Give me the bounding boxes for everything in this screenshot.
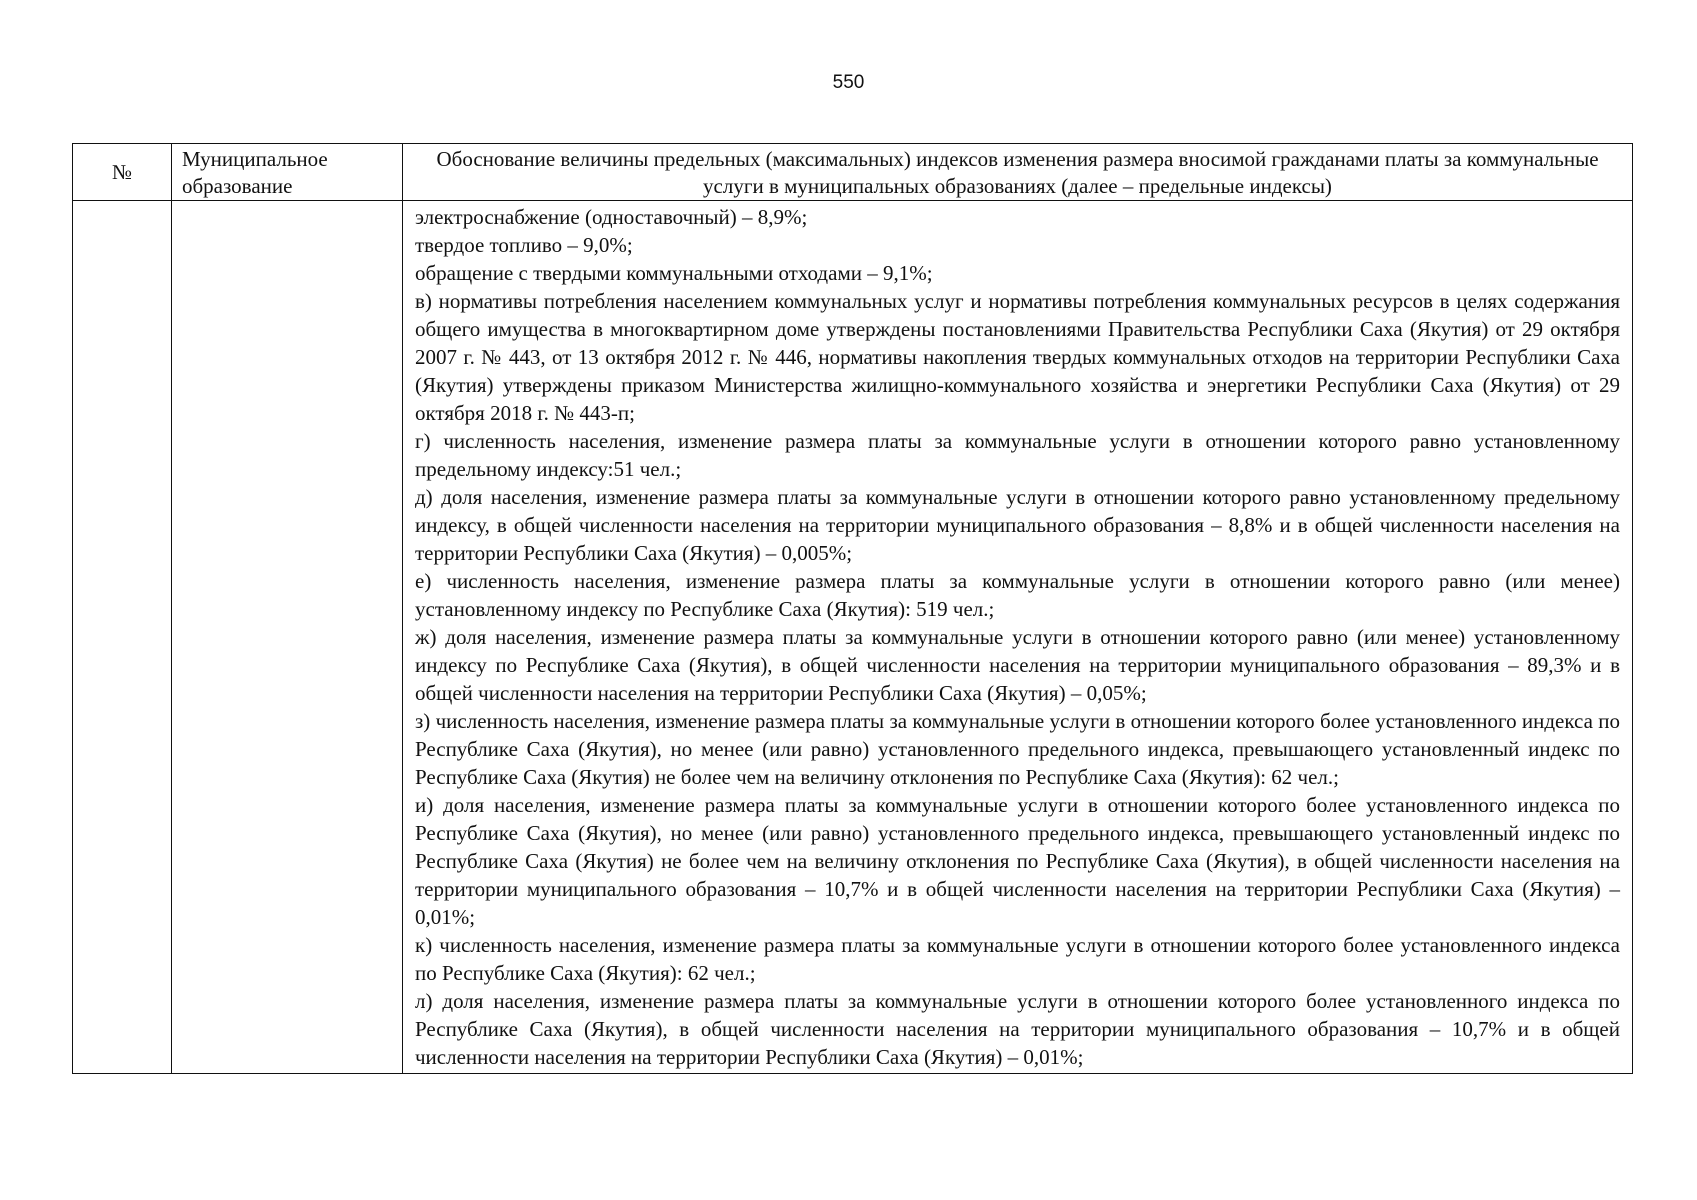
paragraph: ж) доля населения, изменение размера платы за коммунальные услуги в отношении которого равно (или менее) установленному индексу по Республике Саха (Якутия), в общей численности населения на территории муниципального образования – 89,3% и в общей численности населения на территории Республики Саха (Якутия) – 0,05%; <box>415 625 1620 705</box>
paragraph: к) численность населения, изменение размера платы за коммунальные услуги в отношении которого более установленного индекса по Республике Саха (Якутия): 62 чел.; <box>415 933 1620 985</box>
paragraph: г) численность населения, изменение размера платы за коммунальные услуги в отношении которого равно установленному предельному индексу:51 чел.; <box>415 429 1620 481</box>
paragraph: обращение с твердыми коммунальными отходами – 9,1%; <box>415 261 933 285</box>
paragraph: л) доля населения, изменение размера платы за коммунальные услуги в отношении которого более установленного индекса по Республике Саха (Якутия), в общей численности населения на территории муниципального образования – 10,7% и в общей численности населения на территории Республики Саха (Якутия) – 0,01%; <box>415 989 1620 1069</box>
paragraph: в) нормативы потребления населением коммунальных услуг и нормативы потребления коммунальных ресурсов в целях содержания общего имущества в многоквартирном доме утверждены постановлениями Правительства Республики Саха (Якутия) от 29 октября 2007 г. № 443, от 13 октября 2012 г. № 446, нормативы накопления твердых коммунальных отходов на территории Республики Саха (Якутия) утверждены приказом Министерства жилищно-коммунального хозяйства и энергетики Республики Саха (Якутия) от 29 октября 2018 г. № 443-п; <box>415 289 1620 425</box>
paragraph: твердое топливо – 9,0%; <box>415 233 633 257</box>
table-header-row <box>73 144 1633 201</box>
paragraph: и) доля населения, изменение размера платы за коммунальные услуги в отношении которого более установленного индекса по Республике Саха (Якутия), но менее (или равно) установленного предельного индекса, превышающего установленный индекс по Республике Саха (Якутия) не более чем на величину отклонения по Республике Саха (Якутия), в общей численности населения на территории муниципального образования – 10,7% и в общей численности населения на территории Республики Саха (Якутия) – 0,01%; <box>415 793 1620 929</box>
header-municipality: Муниципальное образование <box>172 144 403 201</box>
paragraph: д) доля населения, изменение размера платы за коммунальные услуги в отношении которого равно установленному предельному индексу, в общей численности населения на территории муниципального образования – 8,8% и в общей численности населения на территории Республики Саха (Якутия) – 0,005%; <box>415 485 1620 565</box>
paragraph: электроснабжение (одноставочный) – 8,9%; <box>415 205 808 229</box>
cell-municipality <box>172 201 403 1074</box>
header-number: № <box>73 144 172 201</box>
table-row <box>73 201 1633 1074</box>
tariff-justification-table <box>72 143 1633 1074</box>
header-justification: Обоснование величины предельных (максимальных) индексов изменения размера вносимой гражданами платы за коммунальные услуги в муниципальных образованиях (далее – предельные индексы) <box>403 144 1633 201</box>
paragraph: з) численность населения, изменение размера платы за коммунальные услуги в отношении которого более установленного индекса по Республике Саха (Якутия), но менее (или равно) установленного предельного индекса, превышающего установленный индекс по Республике Саха (Якутия) не более чем на величину отклонения по Республике Саха (Якутия): 62 чел.; <box>415 709 1620 789</box>
paragraph: е) численность населения, изменение размера платы за коммунальные услуги в отношении которого равно (или менее) установленному индексу по Республике Саха (Якутия): 519 чел.; <box>415 569 1620 621</box>
cell-number <box>73 201 172 1074</box>
page-number: 550 <box>832 72 865 93</box>
cell-justification <box>403 201 1633 1074</box>
